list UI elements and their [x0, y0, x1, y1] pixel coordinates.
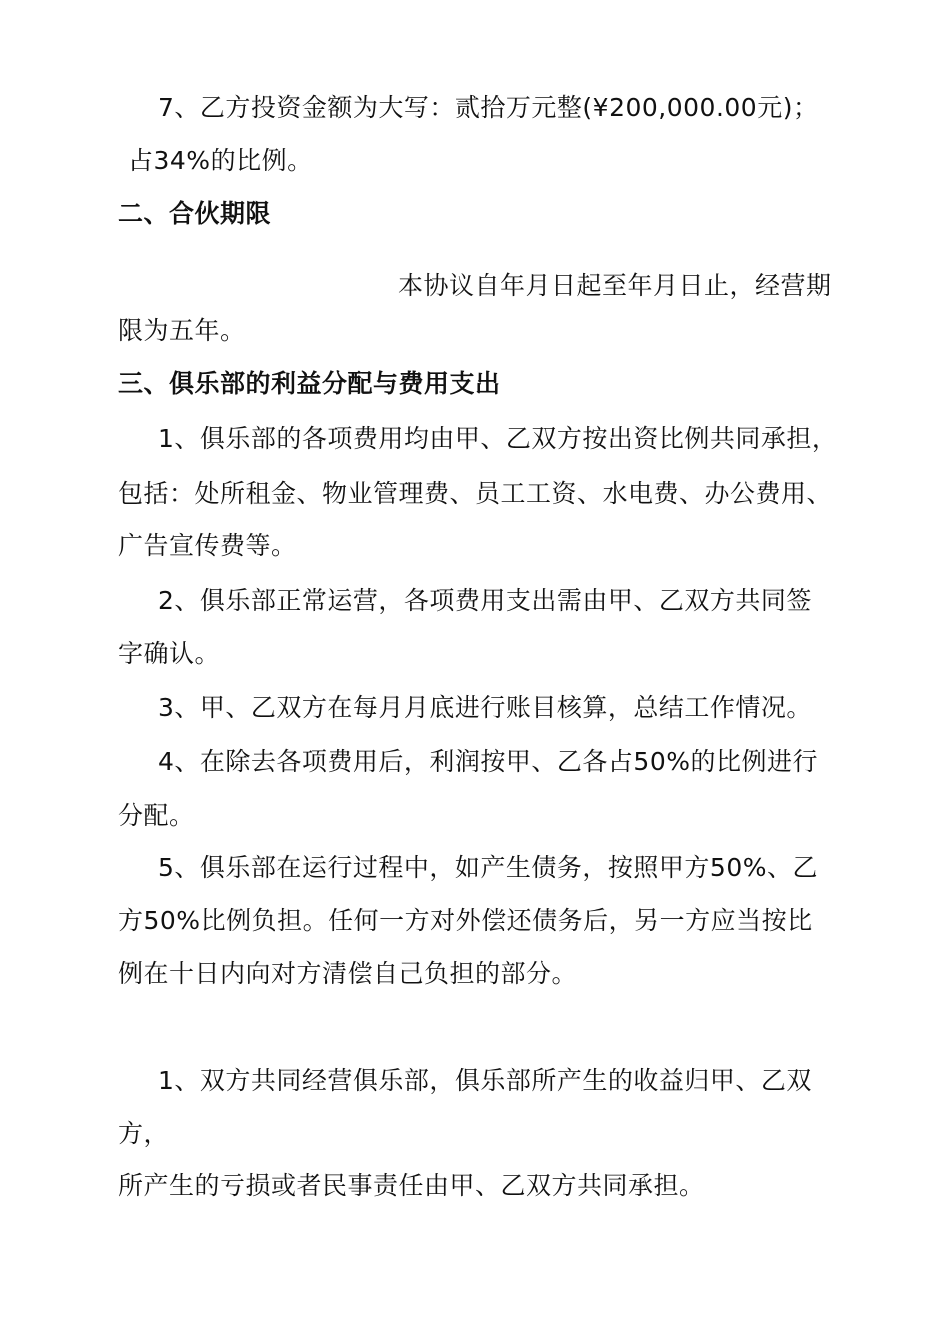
section-heading-profit-distribution: 三、俱乐部的利益分配与费用支出 — [118, 369, 501, 398]
clause-5-line-2: 方50%比例负担。任何一方对外偿还债务后，另一方应当按比 — [118, 906, 813, 935]
paragraph-investment-amount: 7、乙方投资金额为大写：贰拾万元整(¥200,000.00元)； — [158, 93, 819, 122]
clause-1-line-3: 广告宣传费等。 — [118, 531, 297, 560]
clause-2-line-1: 2、俱乐部正常运营，各项费用支出需由甲、乙双方共同签 — [158, 586, 812, 615]
paragraph-investment-ratio: 占34%的比例。 — [128, 146, 313, 175]
clause-2-line-2: 字确认。 — [118, 639, 221, 668]
clause-1-line-1: 1、俱乐部的各项费用均由甲、乙双方按出资比例共同承担， — [158, 424, 838, 453]
operation-clause-line-2: 方， — [118, 1119, 170, 1148]
paragraph-term-line-2: 限为五年。 — [118, 316, 246, 345]
operation-clause-line-3: 所产生的亏损或者民事责任由甲、乙双方共同承担。 — [118, 1171, 705, 1200]
section-heading-term: 二、合伙期限 — [118, 199, 272, 228]
operation-clause-line-1: 1、双方共同经营俱乐部，俱乐部所产生的收益归甲、乙双 — [158, 1066, 812, 1095]
paragraph-term-line-1: 本协议自年月日起至年月日止，经营期 — [398, 271, 832, 300]
clause-4-line-2: 分配。 — [118, 801, 195, 830]
clause-3: 3、甲、乙双方在每月月底进行账目核算，总结工作情况。 — [158, 693, 812, 722]
clause-1-line-2: 包括：处所租金、物业管理费、员工工资、水电费、办公费用、 — [118, 479, 833, 508]
clause-5-line-1: 5、俱乐部在运行过程中，如产生债务，按照甲方50%、乙 — [158, 853, 818, 882]
clause-5-line-3: 例在十日内向对方清偿自己负担的部分。 — [118, 959, 578, 988]
clause-4-line-1: 4、在除去各项费用后，利润按甲、乙各占50%的比例进行 — [158, 747, 818, 776]
